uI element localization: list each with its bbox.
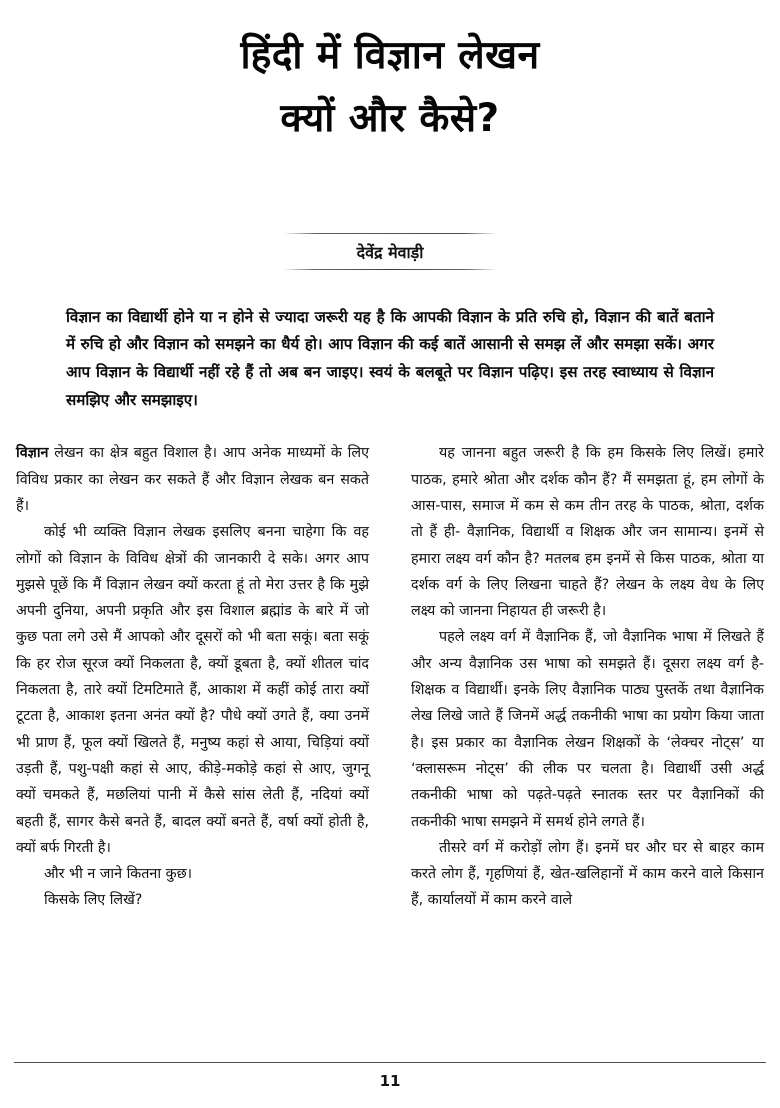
page-number: 11 [379,1072,401,1090]
byline-rule-bottom [283,269,497,270]
article-title-block [14,26,766,149]
paragraph-text: लेखन का क्षेत्र बहुत विशाल है। आप अनेक माध्यमों के लिए विविध प्रकार का लेखन कर सकते हैं और विज्ञान लेखक बन सकते हैं। [16,445,369,514]
footer-rule [14,1062,766,1063]
intro-paragraph: विज्ञान का विद्यार्थी होने या न होने से ज्यादा जरूरी यह है कि आपकी विज्ञान के प्रति रुचि हो, विज्ञान की बातें बताने में रुचि हो और विज्ञान को समझने का धैर्य हो। आप विज्ञान की कई बातें आसानी से समझ लें और समझा सकें। अगर आप विज्ञान के विद्यार्थी नहीं रहे हैं तो अब बन जाइए। स्वयं के बलबूते पर विज्ञान पढ़िए। इस तरह स्वाध्याय से विज्ञान समझिए और समझाइए। [66,307,714,409]
page-footer [14,1062,766,1090]
paragraph: और भी न जाने कितना कुछ। [44,866,193,883]
paragraph: तीसरे वर्ग में करोड़ों लोग हैं। इनमें घर और घर से बाहर काम करते लोग हैं, गृहणियां हैं, खेत-खलिहानों में काम करने वाले किसान हैं, कार्यालयों में काम करने वाले [411,839,764,909]
paragraph: किसके लिए लिखें? [44,892,143,909]
left-column [16,440,369,913]
lead-word: विज्ञान [16,445,49,462]
paragraph: पहले लक्ष्य वर्ग में वैज्ञानिक हैं, जो वैज्ञानिक भाषा में लिखते हैं और अन्य वैज्ञानिक उस भाषा को समझते हैं। दूसरा लक्ष्य वर्ग है- शिक्षक व विद्यार्थी। इनके लिए वैज्ञानिक पाठ्य पुस्तकें तथा वैज्ञानिक लेख लिखे जाते हैं जिनमें अर्द्ध तकनीकी भाषा का प्रयोग किया जाता है। इस प्रकार का वैज्ञानिक लेखन शिक्षकों के ‘लेक्चर नोट्स’ या ‘क्लासरूम नोट्स’ की लीक पर चलता है। विद्यार्थी उसी अर्द्ध तकनीकी भाषा को पढ़ते-पढ़ते स्नातक स्तर पर वैज्ञानिकों की तकनीकी भाषा समझने में समर्थ होने लगते हैं। [411,629,764,830]
right-column [411,440,764,913]
paragraph: कोई भी व्यक्ति विज्ञान लेखक इसलिए बनना चाहेगा कि वह लोगों को विज्ञान के विविध क्षेत्रों की जानकारी दे सके। अगर आप मुझसे पूछें कि मैं विज्ञान लेखन क्यों करता हूं तो मेरा उत्तर है कि मुझे अपनी दुनिया, अपनी प्रकृति और इस विशाल ब्रह्मांड के बारे में जो कुछ पता लगे उसे मैं आपको और दूसरों को भी बता सकूं। बता सकूं कि हर रोज सूरज क्यों निकलता है, क्यों डूबता है, क्यों शीतल चांद निकलता है, तारे क्यों टिमटिमाते हैं, आकाश में कहीं कोई तारा क्यों टूटता है, आकाश इतना अनंत क्यों है? पौधे क्यों उगते हैं, क्या उनमें भी प्राण हैं, फूल क्यों खिलते हैं, मनुष्य कहां से आया, चिड़ियां क्यों उड़ती हैं, पशु-पक्षी कहां से आए, कीड़े-मकोड़े कहां से आए, जुगनू क्यों चमकते हैं, मछलियां पानी में कैसे सांस लेती हैं, नदियां क्यों बहती हैं, सागर कैसे बनते हैं, बादल क्यों बनते हैं, वर्षा क्यों होती है, क्यों बर्फ गिरती है। [16,524,369,856]
author-name: देवेंद्र मेवाड़ी [356,242,424,262]
paragraph: यह जानना बहुत जरूरी है कि हम किसके लिए लिखें। हमारे पाठक, हमारे श्रोता और दर्शक कौन हैं? मैं समझता हूं, हम लोगों के आस-पास, समाज में कम से कम तीन तरह के पाठक, श्रोता, दर्शक तो हैं ही- वैज्ञानिक, विद्यार्थी व शिक्षक और जन सामान्य। इनमें से हमारा लक्ष्य वर्ग कौन है? मतलब हम इनमें से किस पाठक, श्रोता या दर्शक वर्ग के लिए लिखना चाहते हैं? लेखन के लक्ष्य वेध के लिए लक्ष्य को जानना निहायत ही जरूरी है। [411,445,764,620]
paragraph [16,440,369,519]
body-columns [14,440,766,913]
article-title-line-2: क्यों और कैसे? [280,96,500,142]
author-byline [283,233,497,270]
article-title-line-1: हिंदी में विज्ञान लेखन [240,33,540,78]
